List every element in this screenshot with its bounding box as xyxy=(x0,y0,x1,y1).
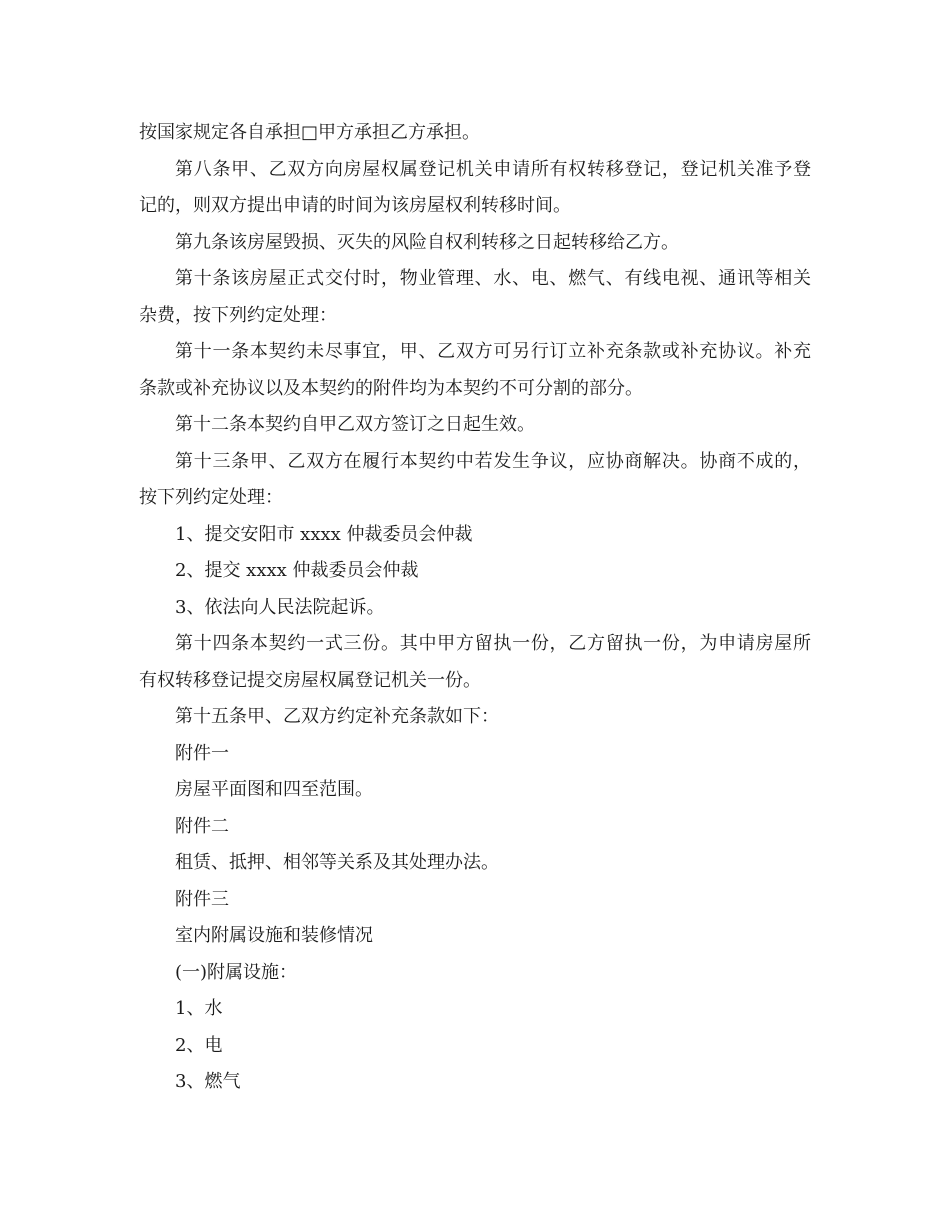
text-line: 第十四条本契约一式三份。其中甲方留执一份，乙方留执一份，为申请房屋所 xyxy=(175,633,811,654)
text-line: 第十三条甲、乙双方在履行本契约中若发生争议，应协商解决。协商不成的， xyxy=(175,450,811,472)
paragraph xyxy=(139,115,811,152)
paragraph xyxy=(139,444,811,517)
paragraph xyxy=(139,699,811,736)
text-line: 1、水 xyxy=(175,998,223,1019)
paragraph xyxy=(139,736,811,773)
text-line: 按国家规定各自承担□甲方承担乙方承担。 xyxy=(139,122,481,143)
text-line: (一)附属设施： xyxy=(175,961,298,983)
text-line: 按下列约定处理： xyxy=(139,487,283,508)
paragraph xyxy=(139,225,811,262)
text-line: 第十二条本契约自甲乙双方签订之日起生效。 xyxy=(175,414,535,435)
text-line: 租赁、抵押、相邻等关系及其处理办法。 xyxy=(175,852,499,873)
text-line: 附件三 xyxy=(175,888,229,910)
text-line: 2、电 xyxy=(175,1034,223,1056)
paragraph xyxy=(139,845,811,882)
text-line: 第十一条本契约未尽事宜，甲、乙双方可另行订立补充条款或补充协议。补充 xyxy=(175,341,811,362)
paragraph xyxy=(139,626,811,699)
text-line: 3、燃气 xyxy=(175,1071,241,1092)
paragraph xyxy=(139,918,811,955)
paragraph xyxy=(139,152,811,225)
text-line: 室内附属设施和装修情况 xyxy=(175,925,373,946)
text-line: 房屋平面图和四至范围。 xyxy=(175,779,373,800)
text-line: 杂费，按下列约定处理： xyxy=(139,304,337,326)
text-line: 有权转移登记提交房屋权属登记机关一份。 xyxy=(139,669,481,691)
text-line: 附件二 xyxy=(175,815,229,837)
text-line: 1、提交安阳市 xxxx 仲裁委员会仲裁 xyxy=(175,523,473,545)
text-line: 3、依法向人民法院起诉。 xyxy=(175,596,385,618)
text-line: 第十条该房屋正式交付时，物业管理、水、电、燃气、有线电视、通讯等相关 xyxy=(175,268,811,289)
document-body xyxy=(139,115,811,1101)
paragraph xyxy=(139,991,811,1028)
paragraph xyxy=(139,590,811,627)
text-line: 条款或补充协议以及本契约的附件均为本契约不可分割的部分。 xyxy=(139,377,643,399)
paragraph xyxy=(139,334,811,407)
text-line: 第十五条甲、乙双方约定补充条款如下： xyxy=(175,706,499,727)
paragraph xyxy=(139,809,811,846)
text-line: 附件一 xyxy=(175,742,229,764)
paragraph xyxy=(139,1028,811,1065)
paragraph xyxy=(139,261,811,334)
paragraph xyxy=(139,553,811,590)
text-line: 2、提交 xxxx 仲裁委员会仲裁 xyxy=(175,560,419,581)
text-line: 第八条甲、乙双方向房屋权属登记机关申请所有权转移登记，登记机关准予登 xyxy=(175,158,811,180)
paragraph xyxy=(139,882,811,919)
paragraph xyxy=(139,955,811,992)
paragraph xyxy=(139,1064,811,1101)
paragraph xyxy=(139,517,811,554)
paragraph xyxy=(139,772,811,809)
text-line: 第九条该房屋毁损、灭失的风险自权利转移之日起转移给乙方。 xyxy=(175,231,679,253)
paragraph xyxy=(139,407,811,444)
text-line: 记的，则双方提出申请的时间为该房屋权利转移时间。 xyxy=(139,195,571,216)
